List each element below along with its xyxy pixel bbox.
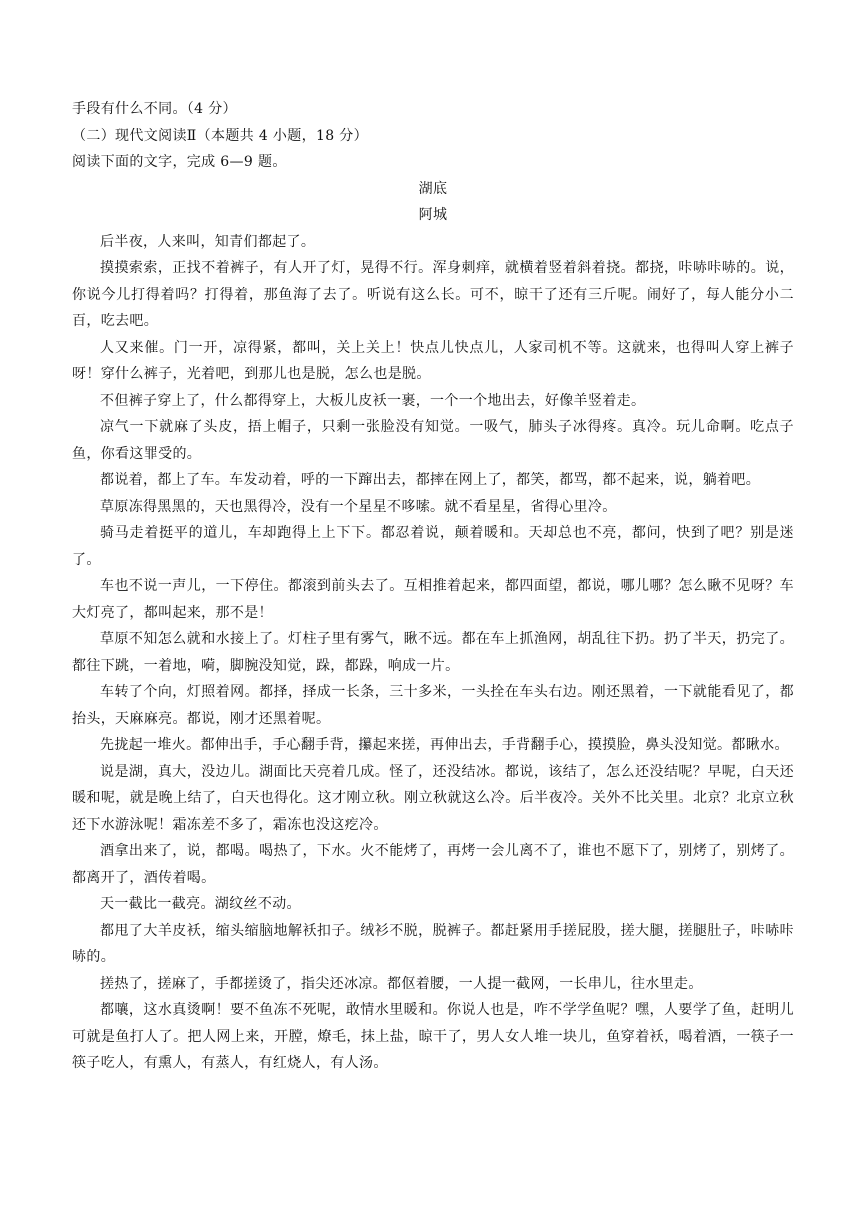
previous-question-tail: 手段有什么不同。（4 分） bbox=[72, 101, 237, 117]
article-paragraph: 草原冻得黑黑的，天也黑得冷，没有一个星星不哆嗦。就不看星星，省得心里冷。 bbox=[100, 498, 617, 515]
article-paragraph: 都甩了大羊皮袄，缩头缩脑地解袄扣子。绒衫不脱，脱裤子。都赶紧用手搓屁股，搓大腿，搓腿肚子，咔哧咔哧的。 bbox=[72, 922, 794, 965]
article-paragraph: 草原不知怎么就和水接上了。灯柱子里有雾气，瞅不远。都在车上抓渔网，胡乱往下扔。扔了半天，扔完了。都往下跳，一着地，嗬，脚腕没知觉，跺，都跺，响成一片。 bbox=[72, 631, 794, 674]
article-paragraph: 先拢起一堆火。都伸出手，手心翻手背，攥起来搓，再伸出去，手背翻手心，摸摸脸，鼻头没知觉。都瞅水。 bbox=[100, 737, 789, 753]
article-paragraph: 人又来催。门一开，凉得紧，都叫，关上关上！快点儿快点儿，人家司机不等。这就来，也得叫人穿上裤子呀！穿什么裤子，光着吧，到那儿也是脱，怎么也是脱。 bbox=[72, 339, 794, 382]
article-paragraph: 凉气一下就麻了头皮，捂上帽子，只剩一张脸没有知觉。一吸气，肺头子冰得疼。真冷。玩儿命啊。吃点子鱼，你看这罪受的。 bbox=[72, 419, 794, 462]
article-paragraph: 都嚷，这水真烫啊！要不鱼冻不死呢，敢情水里暖和。你说人也是，咋不学学鱼呢？嘿，人要学了鱼，赶明儿可就是鱼打人了。把人网上来，开膛，燎毛，抹上盐，晾干了，男人女人堆一块儿，鱼穿着袄，喝着酒，一筷子一筷子吃人，有熏人，有蒸人，有红烧人，有人汤。 bbox=[72, 1002, 794, 1071]
article-paragraph: 说是湖，真大，没边儿。湖面比天亮着几成。怪了，还没结冰。都说，该结了，怎么还没结呢？早呢，白天还暖和呢，就是晚上结了，白天也得化。这才刚立秋。刚立秋就这么冷。后半夜冷。关外不比关里。北京？北京立秋还下水游泳呢！霜冻差不多了，霜冻也没这疙冷。 bbox=[72, 763, 794, 833]
article-paragraph: 不但裤子穿上了，什么都得穿上，大板儿皮袄一裹，一个一个地出去，好像羊竖着走。 bbox=[100, 392, 646, 409]
article-paragraph: 车转了个向，灯照着网。都择，择成一长条，三十多米，一头拴在车头右边。刚还黑着，一下就能看见了，都抬头，天麻麻亮。都说，刚才还黑着呢。 bbox=[72, 684, 794, 727]
article-title: 湖底 bbox=[418, 180, 448, 197]
article-paragraph: 骑马走着挺平的道儿，车却跑得上上下下。都忍着说，颠着暖和。天却总也不亮，都问，快到了吧？别是迷了。 bbox=[72, 525, 794, 568]
reading-instruction: 阅读下面的文字，完成 6—9 题。 bbox=[72, 154, 287, 170]
article-author: 阿城 bbox=[418, 207, 448, 223]
article-paragraph: 酒拿出来了，说，都喝。喝热了，下水。火不能烤了，再烤一会儿离不了，谁也不愿下了，别烤了，别烤了。都离开了，酒传着喝。 bbox=[72, 843, 794, 886]
article-paragraph: 搓热了，搓麻了，手都搓烫了，指尖还冰凉。都伛着腰，一人提一截网，一长串儿，往水里走。 bbox=[100, 975, 703, 992]
article-paragraph: 都说着，都上了车。车发动着，呼的一下蹿出去，都摔在网上了，都笑，都骂，都不起来，说，躺着吧。 bbox=[100, 472, 761, 488]
article-paragraph: 车也不说一声儿，一下停住。都滚到前头去了。互相推着起来，都四面望，都说，哪儿哪？怎么瞅不见呀？车大灯亮了，都叫起来，那不是！ bbox=[72, 578, 794, 621]
article-paragraph: 天一截比一截亮。湖纹丝不动。 bbox=[100, 896, 301, 912]
section-title: （二）现代文阅读Ⅱ（本题共 4 小题，18 分） bbox=[72, 127, 368, 144]
document-content bbox=[72, 96, 794, 1077]
article-paragraph: 摸摸索索，正找不着裤子，有人开了灯，晃得不行。浑身刺痒，就横着竖着斜着挠。都挠，咔哧咔哧的。说，你说今儿打得着吗？打得着，那鱼海了去了。听说有这么长。可不，晾干了还有三斤呢。闹好了，每人能分小二百，吃去吧。 bbox=[72, 260, 794, 329]
article-paragraph: 后半夜，人来叫，知青们都起了。 bbox=[100, 233, 316, 250]
